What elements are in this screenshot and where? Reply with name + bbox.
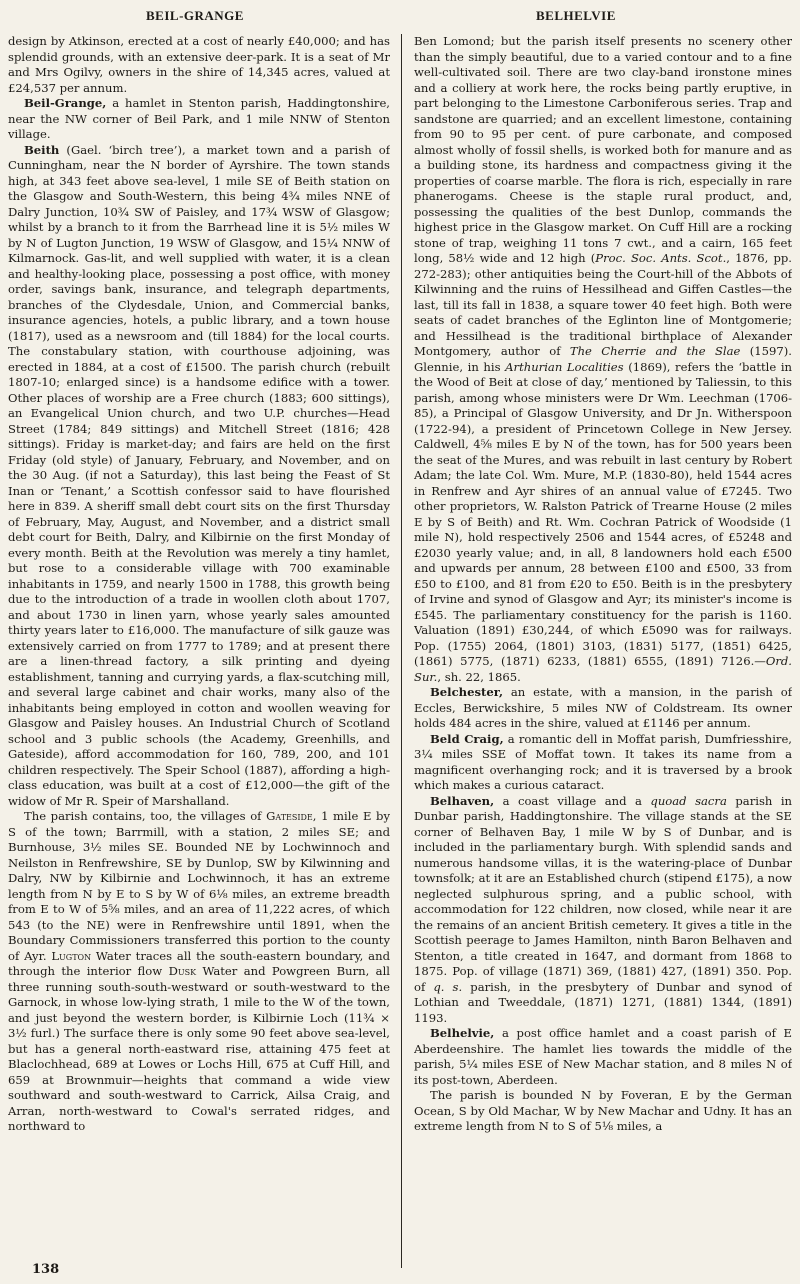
entry-title: Belhaven,: [430, 793, 495, 808]
place-name: Lugton: [51, 948, 92, 963]
entry-continuation: design by Atkinson, erected at a cost of nearly £40,000; and has splendid grounds, with an extensive deer-park. It is a seat of Mr and Mrs Ogilvy, owners in the shire of 14,345 acres, valued at £24,537 per annum.: [8, 34, 390, 95]
entry-beld-craig: Beld Craig, a romantic dell in Moffat parish, Dumfriesshire, 3¼ miles SSE of Moffat town. It takes its name from a magnificent overhanging rock; and it is traversed by a brook which makes a curious cataract.: [414, 731, 792, 792]
entry-beil-grange: Beil-Grange, a hamlet in Stenton parish, Haddingtonshire, near the NW corner of Beil Park, and 1 mile NNW of Stenton village.: [8, 96, 390, 141]
entry-title: Beil-Grange,: [24, 96, 107, 110]
entry-belhelvie-parish: The parish is bounded N by Foveran, E by the German Ocean, S by Old Machar, W by New Machar and Udny. It has an extreme length from N to S of 5⅛ miles, a: [414, 1088, 792, 1133]
entry-title: Beith: [24, 142, 60, 157]
entry-title: Belchester,: [430, 685, 504, 699]
place-name: Dusk: [168, 964, 197, 978]
entry-title: Beld Craig,: [430, 731, 504, 746]
running-head-left: BEIL-GRANGE: [146, 8, 244, 23]
page-number: 138: [32, 1262, 60, 1277]
entry-title: Belhelvie,: [430, 1026, 495, 1040]
column-divider: [401, 34, 402, 1268]
running-head-right: BELHELVIE: [536, 8, 616, 23]
entry-beith-continued: Ben Lomond; but the parish itself presents no scenery other than the simply beautiful, due to a varied contour and to a fine well-cultivated soil. There are two clay-band ironstone mines and a colliery at work here, the rocks being partly eruptive, in part belonging to the Limestone Carboniferous series. Trap and sandstone are quarried; and an excellent limestone, containing from 90 to 95 per cent. of pure carbonate, and composed almost wholly of fossil shells, is worked both for manure and as a building stone, its hardness and compactness giving it the properties of coarse marble. The flora is rich, especially in rare phanerogams. Cheese is the staple rural product, and, possessing the qualities of the best Dunlop, commands the highest price in the Glasgow market. On Cuff Hill are a rocking stone of trap, weighing 11 tons 7 cwt., and a cairn, 165 feet long, 58½ wide and 12 high (Proc. Soc. Ants. Scot., 1876, pp. 272-283); other antiquities being the Court-hill of the Abbots of Kilwinning and the ruins of Hessilhead and Giffen Castles—the last, till its fall in 1838, a square tower 40 feet high. Both were seats of cadet branches of the Eglinton line of Montgomerie; and Hessilhead is the traditional birthplace of Alexander Montgomery, author of The Cherrie and the Slae (1597). Glennie, in his Arthurian Localities (1869), refers the ‘battle in the Wood of Beit at close of day,’ mentioned by Taliessin, to this parish, among whose ministers were Dr Wm. Leechman (1706-85), a Principal of Glasgow University, and Dr Jn. Witherspoon (1722-94), a president of Princetown College in New Jersey. Caldwell, 4⅝ miles E by N of the town, has for 500 years been the seat of the Mures, and was rebuilt in last century by Robert Adam; the late Col. Wm. Mure, M.P. (1830-80), held 1544 acres in Renfrew and Ayr shires of an annual value of £7245. Two other proprietors, W. Ralston Patrick of Trearne House (2 miles E by S of Beith) and Rt. Wm. Cochran Patrick of Woodside (1 mile N), hold respectively 2506 and 1544 acres, of £5248 and £2030 yearly value; and, in all, 8 landowners hold each £500 and upwards per annum, 28 between £100 and £500, 33 from £50 to £100, and 81 from £20 to £50. Beith is in the presbytery of Irvine and synod of Glasgow and Ayr; its minister's income is £545. The parliamentary constituency for the parish is 1160. Valuation (1891) £30,244, of which £5090 was for railways. Pop. (1755) 2064, (1801) 3103, (1831) 5177, (1851) 6425, (1861) 5775, (1871) 6233, (1881) 6555, (1891) 7126.—Ord. Sur., sh. 22, 1865.: [414, 34, 792, 684]
left-column: [8, 34, 390, 1268]
entry-belchester: Belchester, an estate, with a mansion, in the parish of Eccles, Berwickshire, 5 miles NW of Coldstream. Its owner holds 484 acres in the shire, valued at £1146 per annum.: [414, 685, 792, 730]
entry-beith-parish: The parish contains, too, the villages of Gateside, 1 mile E by S of the town; Barrmill, with a station, 2 miles SE; and Burnhouse, 3½ miles SE. Bounded NE by Lochwinnoch and Neilston in Renfrewshire, SE by Dunlop, SW by Kilwinning and Dalry, NW by Kilbirnie and Lochwinnoch, it has an extreme length from N by E to S by W of 6⅛ miles, an extreme breadth from E to W of 5⅝ miles, and an area of 11,222 acres, of which 543 (to the NE) were in Renfrewshire until 1891, when the Boundary Commissioners transferred this portion to the county of Ayr. Lugton Water traces all the south-eastern boundary, and through the interior flow Dusk Water and Powgreen Burn, all three running south-south-westward or south-westward to the Garnock, in whose low-lying strath, 1 mile to the W of the town, and just beyond the western border, is Kilbirnie Loch (11¾ × 3½ furl.) The surface there is only some 90 feet above sea-level, but has a general north-eastward rise, attaining 475 feet at Blaclochhead, 689 at Lowes or Lochs Hill, 675 at Cuff Hill, and 659 at Brownmuir—heights that command a wide view southward and south-westward to Carrick, Ailsa Craig, and Arran, north-westward to Cowal's serrated ridges, and northward to: [8, 809, 390, 1133]
entry-belhaven: Belhaven, a coast village and a quoad sacra parish in Dunbar parish, Haddingtonshire. The village stands at the SE corner of Belhaven Bay, 1 mile W by S of Dunbar, and is included in the parliamentary burgh. With splendid sands and numerous handsome villas, it is the watering-place of Dunbar townsfolk; at it are an Established church (stipend £175), a now neglected sulphurous spring, and a public school, with accommodation for 122 children, now closed, while near it are the remains of an ancient British cemetery. It gives a title in the Scottish peerage to James Hamilton, ninth Baron Belhaven and Stenton, a title created in 1647, and dormant from 1868 to 1875. Pop. of village (1871) 369, (1881) 427, (1891) 350. Pop. of q. s. parish, in the presbytery of Dunbar and synod of Lothian and Tweeddale, (1871) 1271, (1881) 1344, (1891) 1193.: [414, 793, 792, 1025]
place-name: Gateside: [266, 809, 313, 823]
right-column: [414, 34, 792, 1268]
entry-belhelvie: Belhelvie, a post office hamlet and a coast parish of E Aberdeenshire. The hamlet lies towards the middle of the parish, 5¼ miles ESE of New Machar station, and 8 miles N of its post-town, Aberdeen.: [414, 1026, 792, 1087]
entry-beith: Beith (Gael. ‘birch tree’), a market town and a parish of Cunningham, near the N border of Ayrshire. The town stands high, at 343 feet above sea-level, 1 mile SE of Beith station on the Glasgow and South-Western, this being 4¾ miles NNE of Dalry Junction, 10¾ SW of Paisley, and 17¾ WSW of Glasgow; whilst by a branch to it from the Barrhead line it is 5½ miles W by N of Lugton Junction, 19 WSW of Glasgow, and 15¼ NNW of Kilmarnock. Gas-lit, and well supplied with water, it is a clean and healthy-looking place, possessing a post office, with money order, savings bank, insurance, and telegraph departments, branches of the Clydesdale, Union, and Commercial banks, insurance agencies, hotels, a public library, and a town house (1817), used as a newsroom and (till 1884) for the local courts. The constabulary station, with courthouse adjoining, was erected in 1884, at a cost of £1500. The parish church (rebuilt 1807-10; enlarged since) is a handsome edifice with a tower. Other places of worship are a Free church (1883; 600 sittings), an Evangelical Union church, and two U.P. churches—Head Street (1784; 849 sittings) and Mitchell Street (1816; 428 sittings). Friday is market-day; and fairs are held on the first Friday (old style) of January, February, and November, and on the 30 Aug. (if not a Saturday), this last being the Feast of St Inan or ‘Tenant,’ a Scottish confessor said to have flourished here in 839. A sheriff small debt court sits on the first Thursday of February, May, August, and November, and a district small debt court for Beith, Dalry, and Kilbirnie on the first Monday of every month. Beith at the Revolution was merely a tiny hamlet, but rose to a considerable village with 700 examinable inhabitants in 1759, and nearly 1500 in 1788, this growth being due to the introduction of a trade in woollen cloth about 1707, and about 1730 in linen yarn, whose yearly sales amounted thirty years later to £16,000. The manufacture of silk gauze was extensively carried on from 1777 to 1789; and at present there are a linen-thread factory, a silk printing and dyeing establishment, tanning and currying yards, a flax-scutching mill, and several large cabinet and chair works, many also of the inhabitants being employed in cotton and woollen weaving for Glasgow and Paisley houses. An Industrial Church of Scotland school and 3 public schools (the Academy, Greenhills, and Gateside), afford accommodation for 160, 789, 200, and 101 children respectively. The Speir School (1887), affording a high-class education, was built at a cost of £12,000—the gift of the widow of Mr R. Speir of Marshalland.: [8, 142, 390, 808]
